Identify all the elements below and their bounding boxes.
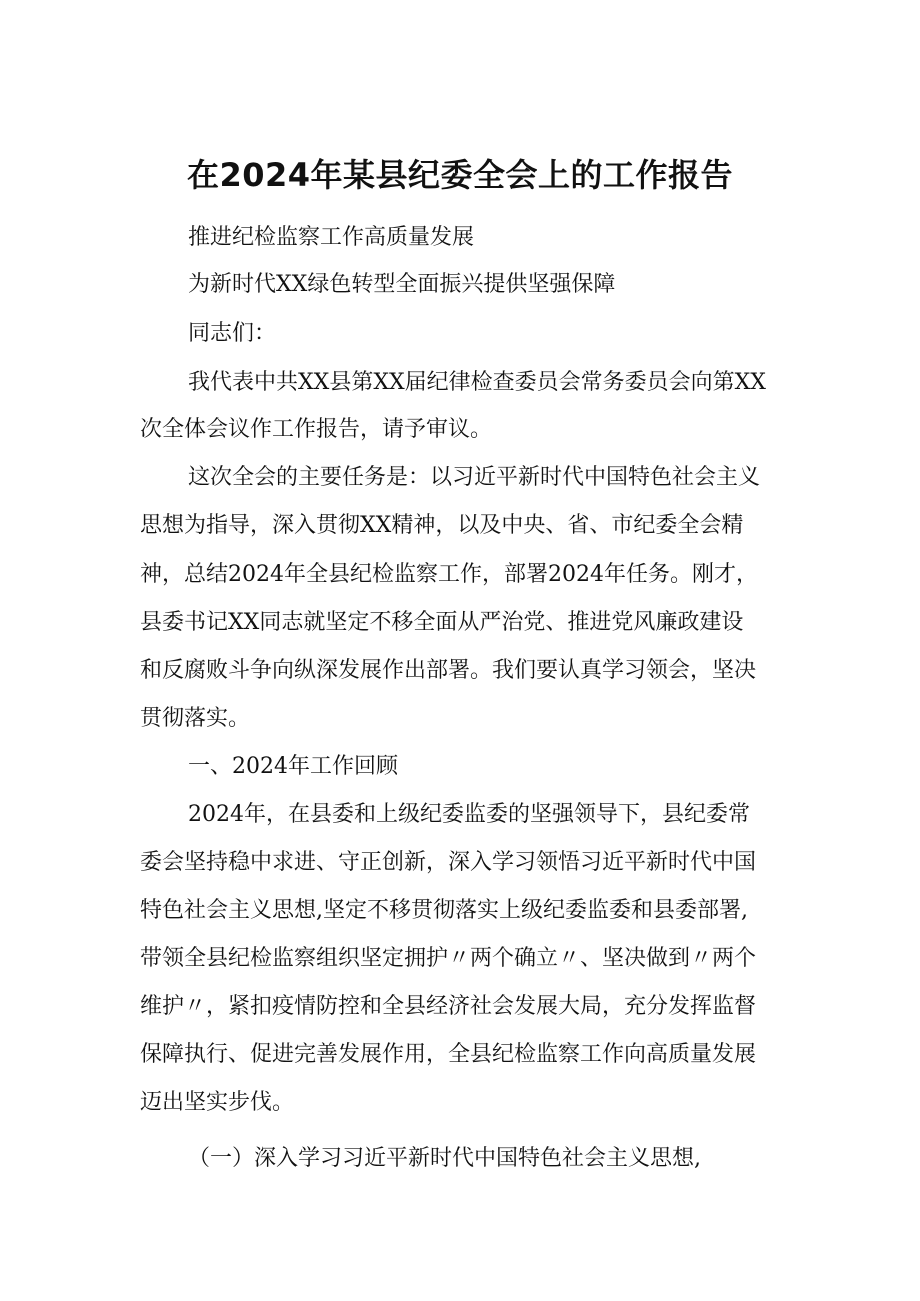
paragraph-2-line-6: 贯彻落实。 bbox=[140, 706, 251, 731]
section-heading: 一、2024年工作回顾 bbox=[188, 754, 398, 779]
paragraph-2-line-3: 神，总结2024年全县纪检监察工作，部署2024年任务。刚才， bbox=[140, 562, 758, 587]
paragraph-3-line-3: 特色社会主义思想,坚定不移贯彻落实上级纪委监委和县委部署, bbox=[140, 898, 748, 923]
salutation: 同志们： bbox=[188, 321, 277, 346]
paragraph-1-line-1: 我代表中共XX县第XX届纪律检查委员会常务委员会向第XX bbox=[188, 370, 766, 395]
paragraph-3-line-4: 带领全县纪检监察组织坚定拥护〃两个确立〃、坚决做到〃两个 bbox=[140, 946, 757, 971]
document-title: 在2024年某县纪委全会上的工作报告 bbox=[186, 156, 734, 194]
paragraph-3-line-1: 2024年，在县委和上级纪委监委的坚强领导下，县纪委常 bbox=[188, 802, 750, 827]
paragraph-2-line-4: 县委书记XX同志就坚定不移全面从严治党、推进党风廉政建设 bbox=[140, 610, 744, 635]
sub-heading: （一）深入学习习近平新时代中国特色社会主义思想, bbox=[188, 1146, 701, 1171]
paragraph-3-line-5: 维护〃，紧扣疫情防控和全县经济社会发展大局，充分发挥监督 bbox=[140, 994, 757, 1019]
subtitle-line-2: 为新时代XX绿色转型全面振兴提供坚强保障 bbox=[188, 272, 616, 297]
paragraph-3-line-2: 委会坚持稳中求进、守正创新，深入学习领悟习近平新时代中国 bbox=[140, 850, 757, 875]
paragraph-3-line-6: 保障执行、促进完善发展作用，全县纪检监察工作向高质量发展 bbox=[140, 1042, 757, 1067]
paragraph-1-line-2: 次全体会议作工作报告，请予审议。 bbox=[140, 417, 493, 442]
paragraph-2-line-1: 这次全会的主要任务是：以习近平新时代中国特色社会主义 bbox=[188, 465, 761, 490]
subtitle-line-1: 推进纪检监察工作高质量发展 bbox=[188, 225, 475, 250]
paragraph-2-line-2: 思想为指导，深入贯彻XX精神，以及中央、省、市纪委全会精 bbox=[140, 513, 744, 538]
paragraph-2-line-5: 和反腐败斗争向纵深发展作出部署。我们要认真学习领会，坚决 bbox=[140, 658, 757, 683]
paragraph-3-line-7: 迈出坚实步伐。 bbox=[140, 1090, 295, 1115]
